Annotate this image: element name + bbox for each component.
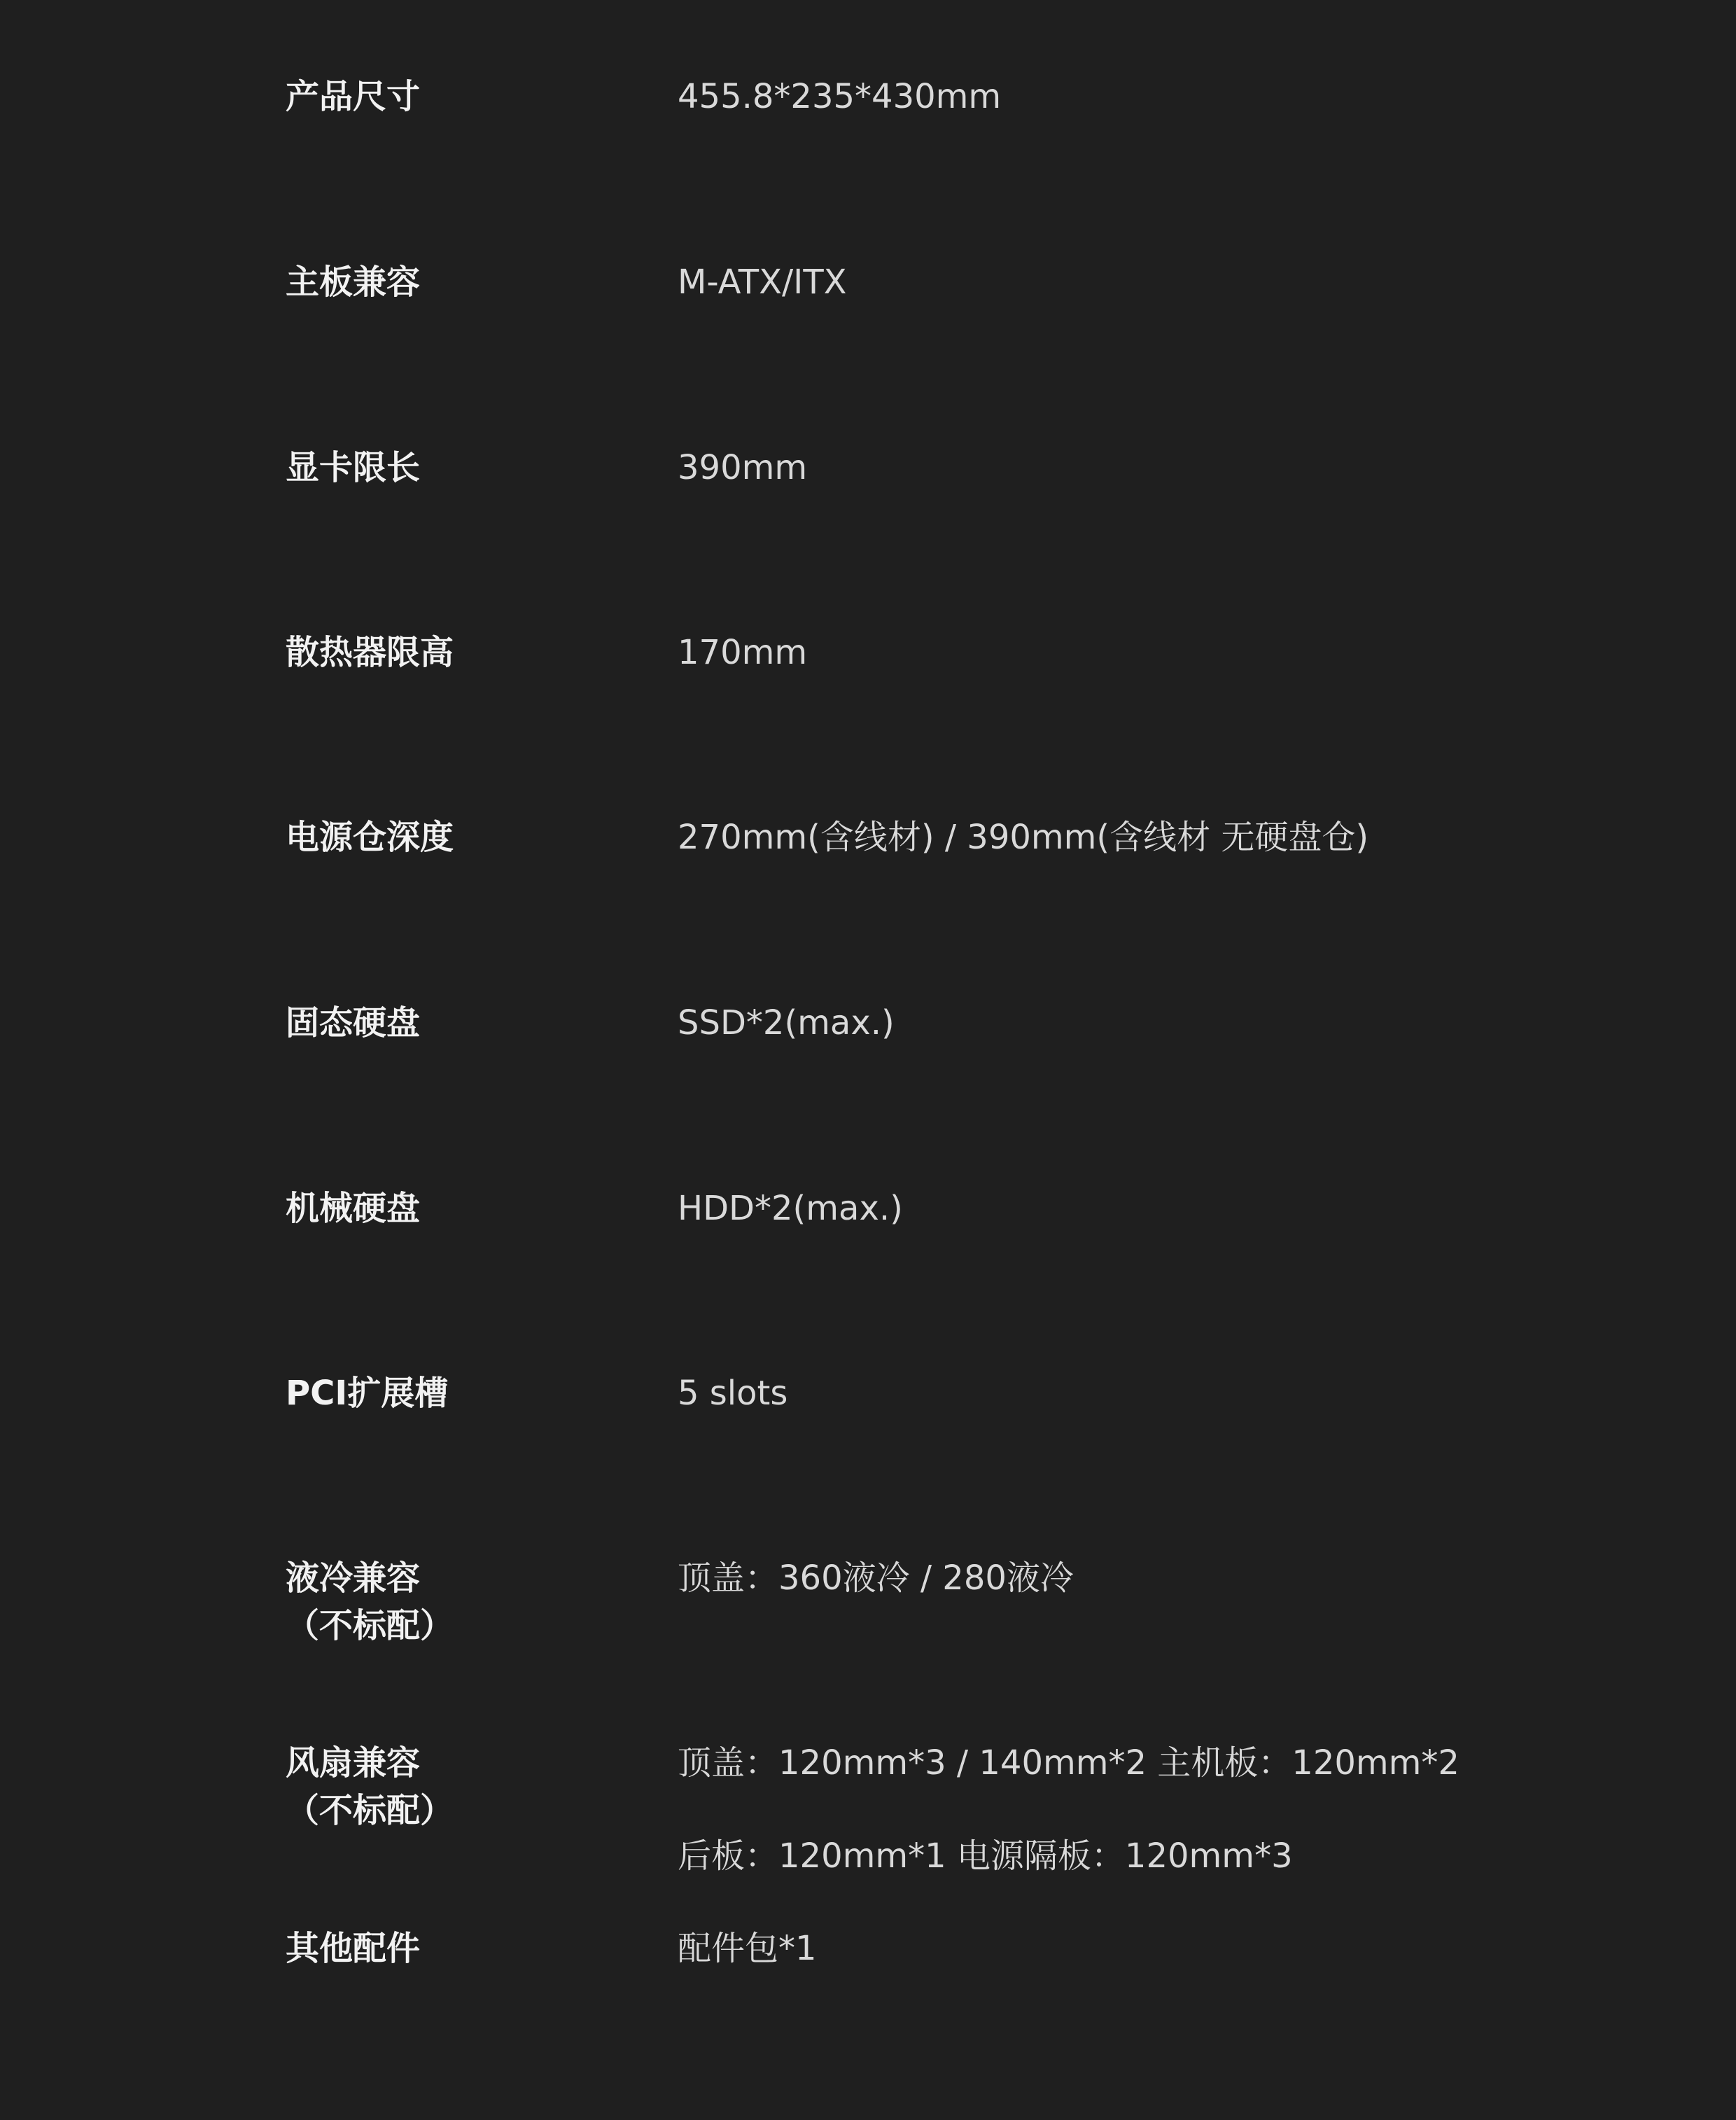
spec-value-cooler-height: 170mm (678, 633, 808, 672)
spec-label-liquid-cooling (286, 1554, 454, 1650)
spec-value-size: 455.8*235*430mm (678, 77, 1002, 116)
spec-label-psu-depth: 电源仓深度 (286, 818, 454, 857)
spec-label-fans (286, 1739, 454, 1834)
spec-label-motherboard: 主板兼容 (286, 263, 421, 302)
spec-label-fans-note: （不标配） (286, 1791, 454, 1830)
spec-value-fans-line2: 后板：120mm*1 电源隔板：120mm*3 (678, 1836, 1293, 1876)
spec-value-psu-depth: 270mm(含线材) / 390mm(含线材 无硬盘仓) (678, 818, 1369, 857)
spec-value-fans-line1: 顶盖：120mm*3 / 140mm*2 主机板：120mm*2 (678, 1743, 1460, 1783)
spec-label-cooler-height: 散热器限高 (286, 633, 454, 672)
spec-value-motherboard: M-ATX/ITX (678, 263, 847, 302)
spec-value-ssd: SSD*2(max.) (678, 1003, 895, 1042)
spec-label-liquid-cooling-note: （不标配） (286, 1606, 454, 1645)
spec-label-size: 产品尺寸 (286, 77, 421, 116)
spec-value-pci-slots: 5 slots (678, 1374, 788, 1413)
spec-value-hdd: HDD*2(max.) (678, 1189, 903, 1228)
spec-label-liquid-cooling-title: 液冷兼容 (286, 1558, 421, 1598)
spec-value-accessories: 配件包*1 (678, 1929, 817, 1968)
spec-value-liquid-cooling: 顶盖：360液冷 / 280液冷 (678, 1558, 1074, 1598)
spec-label-fans-title: 风扇兼容 (286, 1743, 421, 1783)
spec-label-gpu-length: 显卡限长 (286, 448, 421, 487)
spec-label-hdd: 机械硬盘 (286, 1189, 421, 1228)
spec-label-accessories: 其他配件 (286, 1929, 421, 1968)
spec-label-ssd: 固态硬盘 (286, 1003, 421, 1042)
spec-label-pci-slots: PCI扩展槽 (286, 1374, 449, 1413)
spec-value-gpu-length: 390mm (678, 448, 808, 487)
